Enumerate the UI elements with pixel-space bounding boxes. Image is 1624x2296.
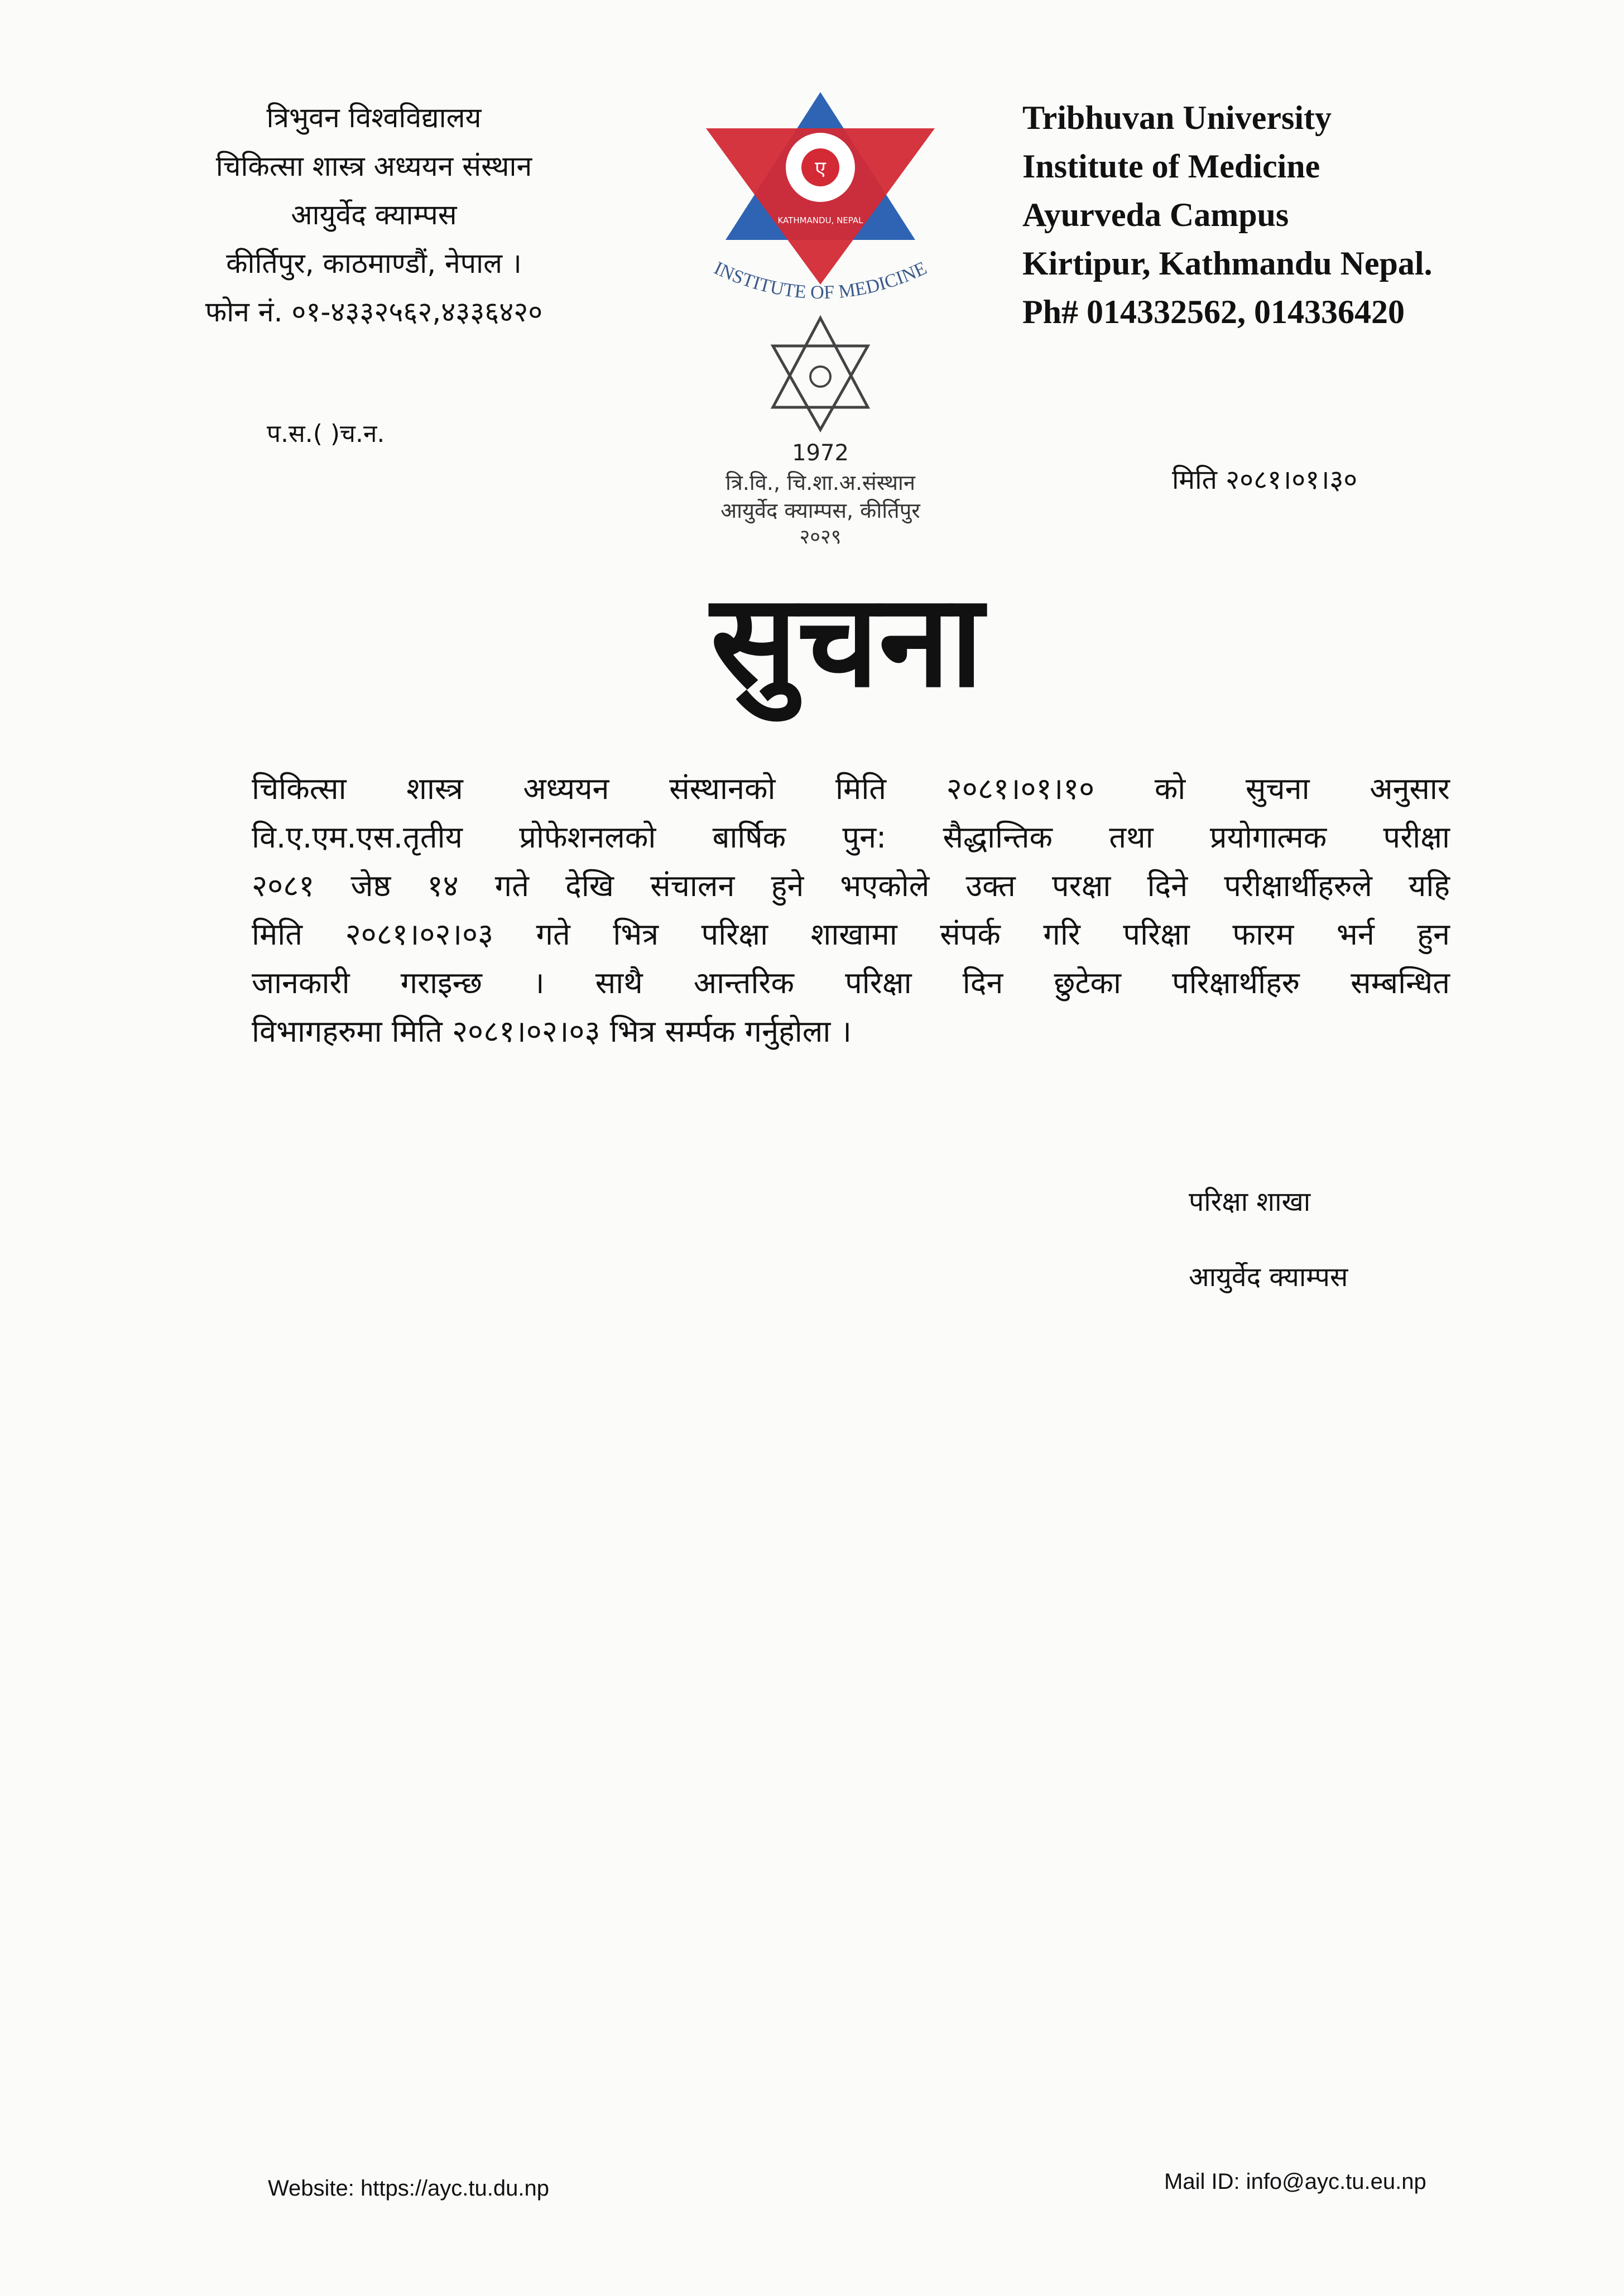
notice-date: मिति २०८१।०१।३० — [1172, 464, 1358, 495]
campus-name-np: आयुर्वेद क्याम्पस — [291, 199, 457, 231]
svg-text:त्रि.वि., चि.शा.अ.संस्थान: त्रि.वि., चि.शा.अ.संस्थान — [725, 470, 915, 495]
notice-title: सुचना — [710, 567, 983, 716]
campus-name-en: Ayurveda Campus — [1022, 196, 1289, 233]
university-name-en: Tribhuvan University — [1022, 99, 1332, 136]
signature-campus: आयुर्वेद क्याम्पस — [1189, 1262, 1348, 1293]
body-line: विभागहरुमा मिति २०८१।०२।०३ भित्र सर्म्पक गर्नुहोला । — [252, 1014, 852, 1049]
svg-text:KATHMANDU, NEPAL: KATHMANDU, NEPAL — [777, 215, 863, 225]
signature-department: परिक्षा शाखा — [1189, 1186, 1311, 1217]
svg-text:1972: 1972 — [792, 440, 849, 466]
footer-website[interactable]: Website: https://ayc.tu.du.np — [268, 2176, 549, 2201]
svg-text:ए: ए — [815, 157, 826, 180]
body-line: चिकित्सा शास्त्र अध्ययन संस्थानको मिति २०८१।०१।१० को सुचना अनुसार — [252, 771, 1450, 806]
institute-name-np: चिकित्सा शास्त्र अध्ययन संस्थान — [215, 150, 532, 182]
address-np: कीर्तिपुर, काठमाण्डौं, नेपाल । — [226, 247, 522, 280]
reference-number: प.स.( )च.न. — [267, 420, 385, 448]
svg-text:२०२९: २०२९ — [799, 526, 842, 547]
phone-np: फोन नं. ०१-४३३२५६२,४३३६४२० — [205, 296, 543, 328]
body-line: वि.ए.एम.एस.तृतीय प्रोफेशनलको बार्षिक पुन: सैद्धान्तिक तथा प्रयोगात्मक परीक्षा — [252, 820, 1450, 855]
university-name-np: त्रिभुवन विश्वविद्यालय — [266, 102, 482, 134]
institute-name-en: Institute of Medicine — [1022, 148, 1320, 185]
body-line: जानकारी गराइन्छ । साथै आन्तरिक परिक्षा दिन छुटेका परिक्षार्थीहरु सम्बन्धित — [252, 965, 1450, 1000]
footer-mail[interactable]: Mail ID: info@ayc.tu.eu.np — [1164, 2169, 1426, 2194]
notice-body — [252, 764, 1450, 1056]
header-left-nepali — [128, 94, 619, 336]
svg-text:आयुर्वेद क्याम्पस, कीर्तिपुर: आयुर्वेद क्याम्पस, कीर्तिपुर — [720, 498, 920, 523]
header-right-english — [1022, 94, 1433, 336]
campus-stamp — [720, 318, 921, 547]
tu-logo-emblem — [675, 92, 965, 303]
phone-en: Ph# 014332562, 014336420 — [1022, 293, 1405, 330]
body-line: मिति २०८१।०२।०३ गते भित्र परिक्षा शाखामा संपर्क गरि परिक्षा फारम भर्न हुन — [252, 917, 1450, 952]
svg-text:INSTITUTE OF MEDICINE: INSTITUTE OF MEDICINE — [710, 257, 930, 304]
address-en: Kirtipur, Kathmandu Nepal. — [1022, 245, 1433, 282]
tu-logo-and-stamp — [631, 84, 1010, 547]
body-line: २०८१ जेष्ठ १४ गते देखि संचालन हुने भएकोले उक्त परक्षा दिने परीक्षार्थीहरुले यहि — [252, 868, 1450, 903]
